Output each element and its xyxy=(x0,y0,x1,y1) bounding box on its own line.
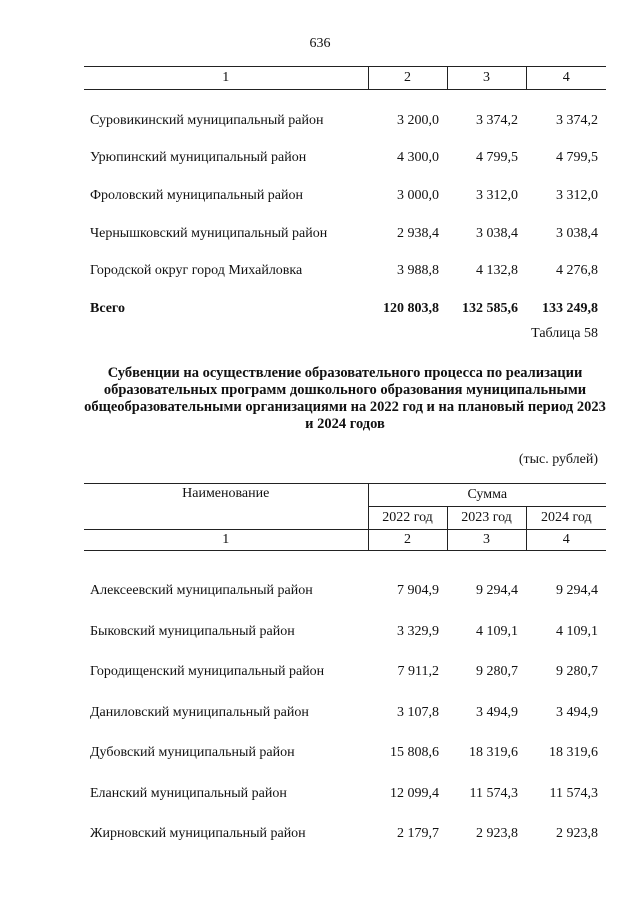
value-2023: 4 799,5 xyxy=(476,150,518,166)
value-2024: 9 280,7 xyxy=(556,664,599,680)
continuation-table xyxy=(84,66,606,328)
total-label: Всего xyxy=(90,300,125,316)
total-2024: 133 249,8 xyxy=(542,300,598,316)
header-name: Наименование xyxy=(84,484,368,530)
value-2022: 3 329,9 xyxy=(397,623,439,639)
col-number-2: 2 xyxy=(368,67,447,90)
table-row xyxy=(84,215,606,253)
value-2022: 7 904,9 xyxy=(397,583,439,599)
table-row xyxy=(84,252,606,290)
header-sum: Сумма xyxy=(368,484,606,507)
value-2023: 18 319,6 xyxy=(469,745,518,761)
table-row xyxy=(84,814,606,855)
table-title: Субвенции на осуществление образовательного процесса по реализации образовательных программ дошкольного образования муниципальными общеобразовательными организациями на 2022 год и на плановый период 2023 и 2024 годов xyxy=(84,365,606,432)
subvention-table xyxy=(84,483,606,855)
value-2022: 3 200,0 xyxy=(397,112,439,128)
table-label: Таблица 58 xyxy=(531,326,598,341)
value-2024: 2 923,8 xyxy=(556,826,599,842)
value-2022: 3 000,0 xyxy=(397,187,439,203)
total-row xyxy=(84,290,606,328)
value-2023: 9 280,7 xyxy=(476,664,518,680)
units-note: (тыс. рублей) xyxy=(518,452,598,467)
header-year-2024: 2024 год xyxy=(526,507,606,530)
total-2022: 120 803,8 xyxy=(383,300,439,316)
row-name: Быковский муниципальный район xyxy=(90,623,295,639)
value-2023: 2 923,8 xyxy=(476,826,518,842)
value-2022: 12 099,4 xyxy=(390,785,439,801)
value-2024: 9 294,4 xyxy=(556,583,599,599)
table-row xyxy=(84,177,606,215)
value-2024: 4 799,5 xyxy=(556,150,598,166)
table-row xyxy=(84,140,606,178)
value-2024: 4 276,8 xyxy=(556,263,598,279)
row-name: Дубовский муниципальный район xyxy=(90,745,295,761)
value-2022: 2 179,7 xyxy=(397,826,439,842)
header-row-1 xyxy=(84,484,606,507)
value-2022: 7 911,2 xyxy=(397,664,439,680)
value-2023: 4 109,1 xyxy=(476,623,518,639)
column-number-header xyxy=(84,67,606,90)
value-2023: 4 132,8 xyxy=(476,263,518,279)
value-2024: 3 374,2 xyxy=(556,112,598,128)
table-row xyxy=(84,102,606,140)
row-name: Городской округ город Михайловка xyxy=(90,263,303,279)
value-2023: 11 574,3 xyxy=(469,785,518,801)
row-name: Еланский муниципальный район xyxy=(90,785,287,801)
value-2024: 11 574,3 xyxy=(549,785,599,801)
col-number-4: 4 xyxy=(526,67,606,90)
col-number-2: 2 xyxy=(368,530,447,551)
value-2024: 18 319,6 xyxy=(549,745,599,761)
col-number-4: 4 xyxy=(526,530,606,551)
table-row xyxy=(84,733,606,774)
col-number-3: 3 xyxy=(447,67,526,90)
header-year-2022: 2022 год xyxy=(368,507,447,530)
value-2023: 3 494,9 xyxy=(476,704,518,720)
value-2024: 3 312,0 xyxy=(556,187,598,203)
row-name: Даниловский муниципальный район xyxy=(90,704,309,720)
value-2023: 9 294,4 xyxy=(476,583,518,599)
header-year-2023: 2023 год xyxy=(447,507,526,530)
value-2022: 4 300,0 xyxy=(397,150,439,166)
value-2023: 3 374,2 xyxy=(476,112,518,128)
row-name: Городищенский муниципальный район xyxy=(90,664,325,680)
col-number-3: 3 xyxy=(447,530,526,551)
value-2022: 2 938,4 xyxy=(397,225,439,241)
row-name: Чернышковский муниципальный район xyxy=(90,225,328,241)
total-2023: 132 585,6 xyxy=(462,300,518,316)
value-2024: 4 109,1 xyxy=(556,623,599,639)
value-2023: 3 312,0 xyxy=(476,187,518,203)
row-name: Суровикинский муниципальный район xyxy=(90,112,324,128)
column-number-header xyxy=(84,530,606,551)
table-row xyxy=(84,693,606,734)
row-name: Жирновский муниципальный район xyxy=(90,826,306,842)
row-name: Урюпинский муниципальный район xyxy=(90,150,307,166)
value-2022: 3 988,8 xyxy=(397,263,439,279)
table-row xyxy=(84,612,606,653)
value-2022: 3 107,8 xyxy=(397,704,439,720)
col-number-1: 1 xyxy=(84,67,368,90)
page-number: 636 xyxy=(309,36,331,51)
value-2023: 3 038,4 xyxy=(476,225,518,241)
table-row xyxy=(84,571,606,612)
value-2024: 3 494,9 xyxy=(556,704,599,720)
row-name: Фроловский муниципальный район xyxy=(90,187,304,203)
table-row xyxy=(84,652,606,693)
row-name: Алексеевский муниципальный район xyxy=(90,583,313,599)
value-2024: 3 038,4 xyxy=(556,225,598,241)
value-2022: 15 808,6 xyxy=(390,745,439,761)
table-row xyxy=(84,774,606,815)
col-number-1: 1 xyxy=(84,530,368,551)
